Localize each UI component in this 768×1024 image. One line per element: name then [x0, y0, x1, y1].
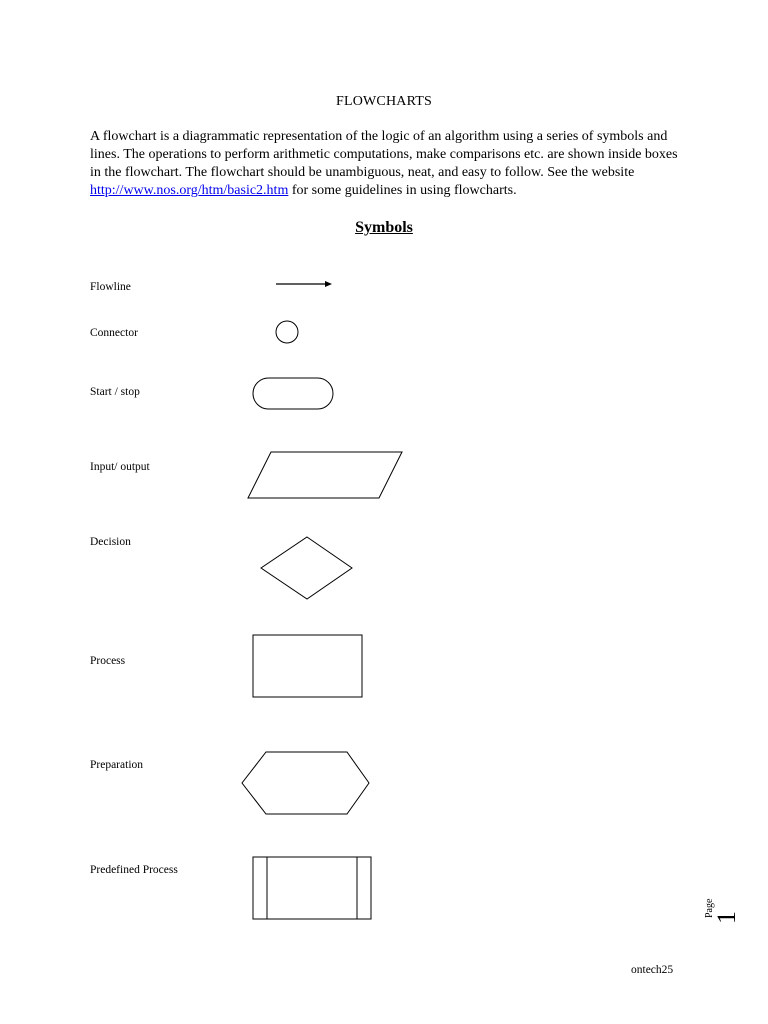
circle-icon: [276, 321, 298, 343]
symbol-label-preparation: Preparation: [90, 759, 144, 771]
diamond-icon: [261, 537, 352, 599]
symbol-label-process: Process: [90, 655, 126, 667]
hexagon-icon: [242, 752, 369, 814]
footer-text: ontech25: [631, 964, 674, 976]
intro-paragraph: [90, 128, 690, 200]
page-number: 1: [712, 911, 741, 924]
page-marker-word: Page: [704, 898, 715, 918]
symbol-label-flowline: Flowline: [90, 281, 131, 293]
symbol-label-start-stop: Start / stop: [90, 386, 140, 398]
intro-text-before-link: A flowchart is a diagrammatic representation of the logic of an algorithm using a series of symbols and lines. The operations to perform arithmetic computations, make comparisons etc. are shown inside boxes in the flowchart. The flowchart should be unambiguous, neat, and easy to follow. See the website: [90, 129, 678, 180]
symbol-label-connector: Connector: [90, 327, 138, 339]
rectangle-icon: [253, 635, 362, 697]
symbols-heading: Symbols: [355, 219, 413, 236]
predefined-process-icon: [253, 857, 371, 919]
symbol-label-predefined-process: Predefined Process: [90, 864, 178, 876]
website-link[interactable]: http://www.nos.org/htm/basic2.htm: [90, 183, 289, 198]
arrow-icon: [276, 281, 332, 287]
rounded-rectangle-icon: [253, 378, 333, 409]
page-title: FLOWCHARTS: [335, 94, 433, 109]
symbol-label-input-output: Input/ output: [90, 461, 150, 473]
parallelogram-icon: [248, 452, 402, 498]
intro-text-after-link: for some guidelines in using flowcharts.: [288, 183, 517, 198]
symbol-label-decision: Decision: [90, 536, 131, 548]
